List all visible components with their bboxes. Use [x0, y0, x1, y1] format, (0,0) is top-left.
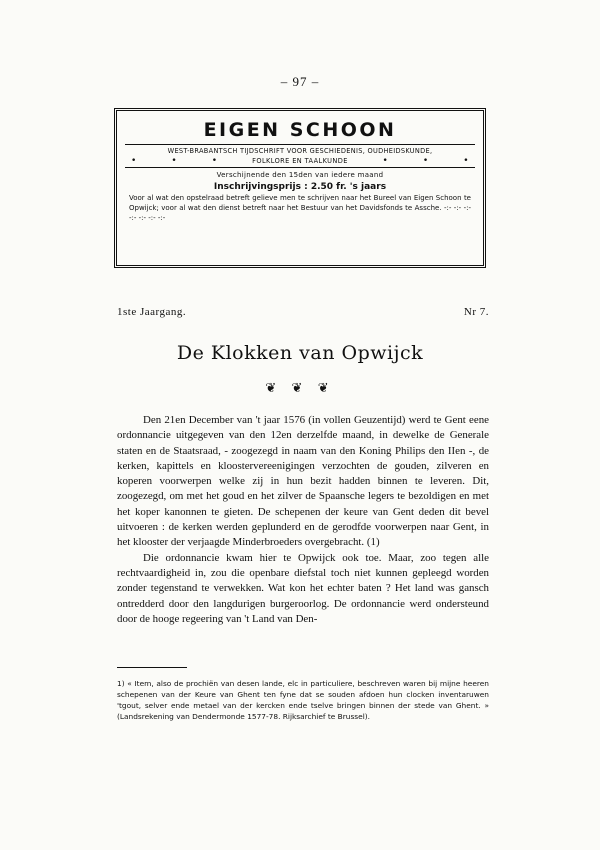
journal-subtitle-2: FOLKLORE EN TAALKUNDE — [252, 157, 348, 165]
footnote: 1) « Item, also de prochiën van desen lande, elc in particuliere, beschreven waren bij mijne heeren schepenen van der Keure van Ghent ten fyne dat se souden afdoen hun clocken inventaruwen 'tgout, selver ende metael van der kercken ende tselve bringen binnen der stede van Ghent. » (Landsrekening van Dendermonde 1577-78. Rijksarchief te Brussel). — [117, 679, 489, 721]
volume-line — [117, 306, 489, 318]
bullet-icon: • — [463, 156, 469, 166]
masthead-rule — [125, 144, 475, 145]
publication-frequency: Verschijnende den 15den van iedere maand — [216, 171, 384, 179]
journal-title: EIGEN SCHOON — [203, 119, 397, 141]
volume-year: 1ste Jaargang. — [117, 306, 187, 318]
article-title: De Klokken van Opwijck — [176, 342, 424, 364]
journal-subtitle-line2 — [131, 157, 469, 165]
bullet-icon: • — [422, 156, 429, 166]
bullet-icon: • — [211, 156, 218, 166]
page-number: – 97 – — [280, 74, 320, 89]
footnote-rule — [117, 667, 187, 668]
contact-info: Voor al wat den opstelraad betreft gelieve men te schrijven naar het Bureel van Eigen Schoon te Opwijck; voor al wat den dienst betreft naar het Bestuur van het Davidsfonds te Assche. -:- -:- -:- -:- -:- -:- -:- — [129, 194, 471, 222]
masthead-rule — [125, 167, 475, 168]
paragraph: Die ordonnancie kwam hier te Opwijck ook toe. Maar, zoo tegen alle rechtvaardigheid in, zou die openbare diefstal toch niet kunnen gepleegd worden zonder tegenstand te verwekken. Wat kon het echter baten ? Het land was gansch ontredderd door den langdurigen burgeroorlog. De ordonnancie werd ondersteund door de hooge regeering van 't Land van Den- — [117, 551, 489, 625]
issue-number: Nr 7. — [463, 306, 489, 318]
masthead — [114, 108, 486, 268]
bullet-icon: • — [382, 156, 389, 166]
article-body — [117, 413, 489, 627]
bullet-icon: • — [131, 156, 137, 166]
subscription-price: Inschrijvingsprijs : 2.50 fr. 's jaars — [213, 182, 387, 192]
journal-subtitle: WEST-BRABANTSCH TIJDSCHRIFT VOOR GESCHIEDENIS, OUDHEIDSKUNDE, — [167, 147, 433, 155]
paragraph: Den 21en December van 't jaar 1576 (in vollen Geuzentijd) werd te Gent eene ordonnancie uitgegeven van den 12en derzelfde maand, in dewelke de Generale staten en de Staatsraad, - zoogezegd in naam van den Koning Philips den IIen -, de kerken, kapittels en kloostervereenigingen verzochten de gouden, zilveren en koperen voorwerpen welke zij in hun bezit hadden binnen te leveren. Dit, zoogezegd, om met het goud en het zilver de Spaansche legers te bezoldigen en met het koper kanonnen te gieten. De schepenen der keure van Gent deden dit bevel uitvoeren : de kerken werden geplunderd en de gerodfde voorwerpen naar Gent, in het klooster der verjaagde Minderbroeders overgebracht. (1) — [117, 414, 489, 549]
bullet-icon: • — [171, 156, 178, 166]
fleuron-ornament-icon: ❦ ❦ ❦ — [265, 380, 335, 395]
